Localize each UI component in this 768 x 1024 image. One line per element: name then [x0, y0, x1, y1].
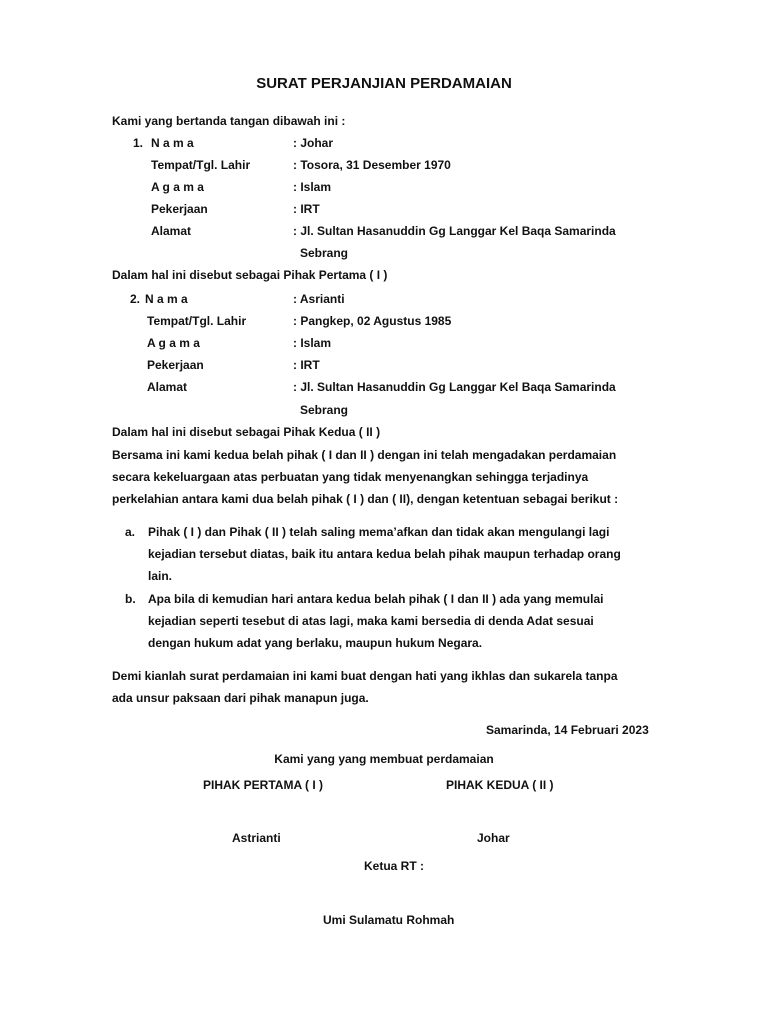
clause-b-marker: b. [125, 592, 136, 606]
party-2-value-nama: : Asrianti [293, 292, 345, 306]
party-1-label-agama: A g a m a [151, 180, 204, 194]
clause-b-line-2: kejadian seperti tesebut di atas lagi, maka kami bersedia di denda Adat sesuai [148, 614, 594, 628]
document-title: SURAT PERJANJIAN PERDAMAIAN [256, 75, 512, 92]
party-2-value-alamat: : Jl. Sultan Hasanuddin Gg Langgar Kel Baqa Samarinda [293, 380, 616, 394]
party-1-designation: Dalam hal ini disebut sebagai Pihak Pertama ( I ) [112, 268, 388, 282]
party-2-value-ttl: : Pangkep, 02 Agustus 1985 [293, 314, 452, 328]
party-2-designation: Dalam hal ini disebut sebagai Pihak Kedua ( II ) [112, 425, 381, 439]
party-2-label-pekerjaan: Pekerjaan [147, 358, 204, 372]
party-1-label-nama: N a m a [151, 136, 194, 150]
closing-line-2: ada unsur paksaan dari pihak manapun juga. [112, 691, 369, 705]
clause-b-line-3: dengan hukum adat yang berlaku, maupun hukum Negara. [148, 636, 483, 650]
clause-a-line-2: kejadian tersebut diatas, baik itu antara kedua belah pihak maupun terhadap orang [148, 547, 621, 561]
closing-line-1: Demi kianlah surat perdamaian ini kami buat dengan hati yang ikhlas dan sukarela tanpa [112, 669, 618, 683]
party-2-value-agama: : Islam [293, 336, 332, 350]
party-1-number: 1. [133, 136, 144, 150]
party-2-value-pekerjaan: : IRT [293, 358, 320, 372]
party-1-value-ttl: : Tosora, 31 Desember 1970 [293, 158, 451, 172]
clause-a-line-3: lain. [148, 569, 173, 583]
rt-label: Ketua RT : [364, 859, 424, 873]
rt-name: Umi Sulamatu Rohmah [323, 913, 455, 927]
clause-a-marker: a. [125, 525, 136, 539]
party-2-value-alamat-line2: Sebrang [300, 403, 349, 417]
clause-b-line-1: Apa bila di kemudian hari antara kedua belah pihak ( I dan II ) ada yang memulai [148, 592, 604, 606]
party-1-label-alamat: Alamat [151, 224, 192, 238]
party-1-label-ttl: Tempat/Tgl. Lahir [151, 158, 251, 172]
place-date: Samarinda, 14 Februari 2023 [486, 723, 649, 737]
party-1-value-alamat-line2: Sebrang [300, 246, 349, 260]
party-1-signature-label: PIHAK PERTAMA ( I ) [203, 778, 323, 792]
intro-text: Kami yang bertanda tangan dibawah ini : [112, 114, 346, 128]
party-2-label-ttl: Tempat/Tgl. Lahir [147, 314, 247, 328]
clause-a-line-1: Pihak ( I ) dan Pihak ( II ) telah saling mema’afkan dan tidak akan mengulangi lagi [148, 525, 610, 539]
party-2-label-agama: A g a m a [147, 336, 200, 350]
signers-heading: Kami yang yang membuat perdamaian [274, 752, 494, 766]
party-1-value-agama: : Islam [293, 180, 332, 194]
party-2-signature-label: PIHAK KEDUA ( II ) [446, 778, 554, 792]
party-2-label-alamat: Alamat [147, 380, 188, 394]
party-2-label-nama: N a m a [145, 292, 188, 306]
party-1-value-alamat: : Jl. Sultan Hasanuddin Gg Langgar Kel Baqa Samarinda [293, 224, 616, 238]
party-1-signature-name: Astrianti [232, 831, 281, 845]
party-1-label-pekerjaan: Pekerjaan [151, 202, 208, 216]
party-1-value-pekerjaan: : IRT [293, 202, 320, 216]
body-line-3: perkelahian antara kami dua belah pihak ( I ) dan ( II), dengan ketentuan sebagai berikut : [112, 492, 619, 506]
party-2-number: 2. [130, 292, 141, 306]
body-line-1: Bersama ini kami kedua belah pihak ( I dan II ) dengan ini telah mengadakan perdamaian [112, 448, 617, 462]
party-1-value-nama: : Johar [293, 136, 334, 150]
party-2-signature-name: Johar [477, 831, 510, 845]
body-line-2: secara kekeluargaan atas perbuatan yang tidak menyenangkan sehingga terjadinya [112, 470, 589, 484]
